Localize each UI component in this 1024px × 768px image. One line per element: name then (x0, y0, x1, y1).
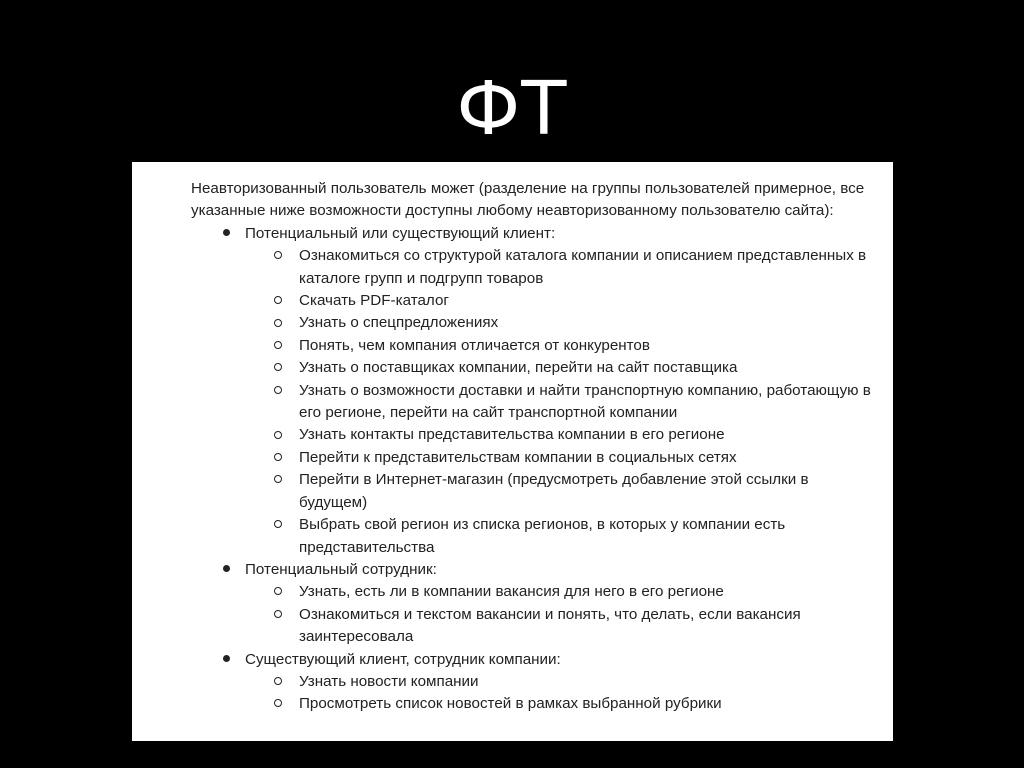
hollow-bullet-icon (271, 604, 285, 626)
hollow-bullet-icon (271, 312, 285, 334)
list-item (245, 693, 871, 715)
list-item-text: Скачать PDF-каталог (299, 292, 449, 310)
list-item (245, 357, 871, 379)
hollow-bullet-icon (271, 357, 285, 379)
group-label: Существующий клиент, сотрудник компании: (245, 650, 561, 668)
document-text (191, 178, 871, 716)
list-item (245, 312, 871, 334)
group-capabilities-list (245, 581, 871, 648)
list-item (245, 245, 871, 290)
list-item (245, 380, 871, 425)
hollow-bullet-icon (271, 581, 285, 603)
filled-bullet-icon (219, 223, 233, 245)
group-label: Потенциальный или существующий клиент: (245, 224, 556, 242)
list-item-text: Понять, чем компания отличается от конкурентов (299, 336, 650, 354)
list-item-text: Узнать о возможности доставки и найти транспортную компанию, работающую в его регионе, перейти на сайт транспортной компании (299, 381, 871, 422)
list-item (245, 469, 871, 514)
list-item-text: Узнать новости компании (299, 672, 479, 690)
list-item (245, 290, 871, 312)
list-item (245, 581, 871, 603)
hollow-bullet-icon (271, 671, 285, 693)
hollow-bullet-icon (271, 335, 285, 357)
hollow-bullet-icon (271, 290, 285, 312)
list-item (245, 671, 871, 693)
group-item-candidate (191, 559, 871, 649)
group-capabilities-list (245, 245, 871, 559)
list-item-text: Выбрать свой регион из списка регионов, в которых у компании есть представительства (299, 516, 786, 556)
slide-title: ФТ (456, 66, 568, 152)
filled-bullet-icon (219, 559, 233, 581)
list-item-text: Перейти к представительствам компании в социальных сетях (299, 448, 737, 466)
list-item (245, 514, 871, 559)
list-item (245, 604, 871, 649)
list-item-text: Просмотреть список новостей в рамках выбранной рубрики (299, 695, 722, 713)
list-item-text: Узнать о поставщиках компании, перейти на сайт поставщика (299, 359, 738, 377)
list-item-text: Узнать контакты представительства компании в его регионе (299, 426, 725, 444)
hollow-bullet-icon (271, 469, 285, 491)
hollow-bullet-icon (271, 245, 285, 267)
hollow-bullet-icon (271, 693, 285, 715)
user-groups-list (191, 223, 871, 716)
list-item-text: Ознакомиться и текстом вакансии и понять, что делать, если вакансия заинтересовала (299, 605, 801, 646)
group-item-existing (191, 649, 871, 716)
document-panel (132, 162, 893, 741)
filled-bullet-icon (219, 649, 233, 671)
list-item-text: Узнать, есть ли в компании вакансия для него в его регионе (299, 583, 724, 601)
group-label: Потенциальный сотрудник: (245, 560, 437, 578)
hollow-bullet-icon (271, 380, 285, 402)
hollow-bullet-icon (271, 424, 285, 446)
list-item-text: Ознакомиться со структурой каталога компании и описанием представленных в каталоге групп и подгрупп товаров (299, 247, 867, 287)
group-capabilities-list (245, 671, 871, 716)
list-item-text: Перейти в Интернет-магазин (предусмотреть добавление этой ссылки в будущем) (299, 471, 809, 511)
list-item-text: Узнать о спецпредложениях (299, 314, 499, 332)
intro-paragraph: Неавторизованный пользователь может (разделение на группы пользователей примерное, все указанные ниже возможности доступны любому неавторизованному пользователю сайта): (191, 180, 865, 220)
list-item (245, 335, 871, 357)
list-item (245, 424, 871, 446)
list-item (245, 447, 871, 469)
hollow-bullet-icon (271, 447, 285, 469)
hollow-bullet-icon (271, 514, 285, 536)
group-item-client (191, 223, 871, 559)
